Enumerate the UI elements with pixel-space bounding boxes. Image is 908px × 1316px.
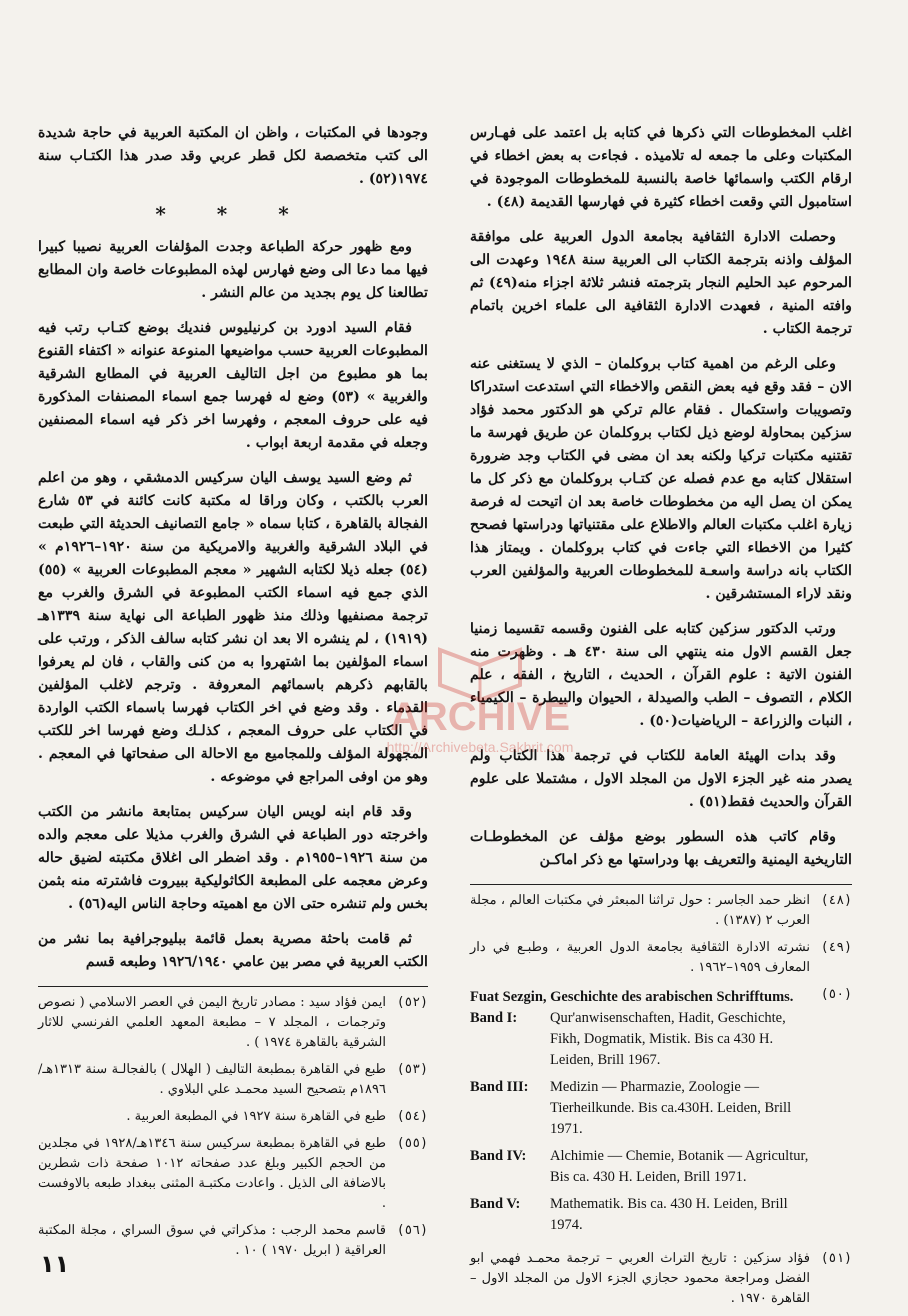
- footnote-divider: [38, 986, 428, 987]
- footnote: [38, 993, 428, 1053]
- footnote-text: انظر حمد الجاسر : حول تراثنا المبعثر في مكتبات العالم ، مجلة العرب ٢ (١٣٨٧) .: [470, 893, 810, 928]
- watermark-url: http://Archivebeta.Sakhrit.com: [386, 739, 574, 755]
- band-entry: [470, 1146, 810, 1188]
- footnote: [470, 1249, 852, 1309]
- footnote: [38, 1134, 428, 1214]
- footnote-number: (٥٠): [820, 987, 852, 1002]
- paragraph: ورتب الدكتور سزكين كتابه على الفنون وقسمه تقسيما زمنيا جعل القسم الاول منه ينتهي الى سنة ٤٣٠ هـ . وظهرت منه الفنون الاتية : علوم القرآن ، الحديث ، التاريخ ، الفقه ، علم الكلام ، التصوف – الطب والصيدلة ، الحيوان والبيطرة – الكيمياء ، النبات والزراعة – الرياضيات(٥٠) .: [470, 621, 852, 729]
- paragraph: ثم قامت باحثة مصرية بعمل قائمة ببليوجرافية بما نشر من الكتب العربية في مصر بين عامي ١٩٢٦/١٩٤٠ وطبعه قسم: [38, 931, 428, 970]
- footnote-text: ايمن فؤاد سيد : مصادر تاريخ اليمن في العصر الاسلامي ( نصوص وترجمات ، المجلد ٧ – مطبعة المعهد العلمي الفرنسي للاثار الشرقية بالقاهرة ١٩٧٤ ) .: [38, 995, 386, 1050]
- footnote-number: (٤٩): [820, 940, 852, 955]
- paragraph: اغلب المخطوطات التي ذكرها في كتابه بل اعتمد على فهـارس المكتبات وعلى ما جمعه له تلاميذه . فجاءت به بعض اخطاء في ارقام الكتب واسمائها خاصة بالنسبة للمخطوطات الموجودة في استامبول التي وقعت اخطاء كثيرة في فهارسها القديمة (٤٨) .: [470, 125, 852, 210]
- footnote-text: فؤاد سزكين : تاريخ التراث العربي – ترجمة محمـد فهمي ابو الفضل ومراجعة محمود حجازي الجزء الاول من المجلد الاول – القاهرة ١٩٧٠ .: [470, 1251, 810, 1306]
- footnote: [470, 891, 852, 931]
- band-label: Band IV:: [470, 1148, 527, 1164]
- footnote: [470, 938, 852, 978]
- paragraph: وقد بدات الهيئة العامة للكتاب في ترجمة هذا الكتاب ولم يصدر منه غير الجزء الاول من المجلد الاول ، مشتملا على علوم القرآن والحديث فقط(٥١) .: [470, 748, 852, 810]
- footnote-number: (٥٥): [396, 1136, 428, 1151]
- band-text: Mathematik. Bis ca. 430 H. Leiden, Brill 1974.: [550, 1196, 788, 1233]
- paragraph: ومع ظهور حركة الطباعة وجدت المؤلفات العربية نصيبا كبيرا فيها مما دعا الى وضع فهارس لهذه المطبوعات خاصة وان المطابع تطالعنا كل يوم بجديد من عالم النشر .: [38, 239, 428, 301]
- footnote-divider: [470, 884, 852, 885]
- band-label: Band III:: [470, 1079, 529, 1095]
- watermark-title: ARCHIVE: [389, 695, 571, 739]
- footnote-text: نشرته الادارة الثقافية بجامعة الدول العربية ، وطبـع في دار المعارف ١٩٥٩–١٩٦٢ .: [470, 940, 810, 975]
- footnote-text: قاسم محمد الرجب : مذكراتي في سوق السراي ، مجلة المكتبة العراقية ( ابريل ١٩٧٠ ) ١٠ .: [38, 1223, 386, 1258]
- paragraph: وقد قام ابنه لويس اليان سركيس بمتابعة مانشر من الكتب واخرجته دور الطباعة في الشرق والغرب مذيلا على معجم والده من سنة ١٩٢٦–١٩٥٥م . وقد اضطر الى اغلاق مكتبته لضيق حاله وعرض معجمه على المطبعة الكاثوليكية ببيروت فاشترته منه بثمن بخس ولم تنشره حتى الان مع اهميته وحاجة الناس اليه(٥٦) .: [38, 804, 429, 912]
- footnote-text: طبع في القاهرة سنة ١٩٢٧ في المطبعة العربية .: [126, 1109, 386, 1124]
- band-entry: [470, 1194, 810, 1236]
- footnote-number: (٥٤): [396, 1109, 428, 1124]
- footnote-number: (٥٢): [396, 995, 428, 1010]
- paragraph: وجودها في المكتبات ، واظن ان المكتبة العربية في حاجة شديدة الى كتب متخصصة لكل قطر عربي وقد صدر هذا الكتـاب سنة ١٩٧٤(٥٢) .: [38, 125, 428, 187]
- latin-ref-head: Fuat Sezgin, Geschichte des arabischen Schrifftums.: [470, 989, 794, 1005]
- footnote-latin-reference: [470, 985, 810, 1242]
- band-label: Band V:: [470, 1196, 521, 1212]
- left-column: [38, 122, 428, 1268]
- footnote-text: طبع في القاهرة بمطبعة التاليف ( الهلال ) بالفجالـة سنة ١٣١٣هـ/١٨٩٦م بتصحيح السيد محمـد علي البلاوي .: [38, 1062, 386, 1097]
- footnote: [38, 1107, 428, 1127]
- footnote: [38, 1221, 428, 1261]
- band-label: Band I:: [470, 1010, 518, 1026]
- page-number: ١١: [40, 1250, 70, 1278]
- paragraph: فقام السيد ادورد بن كرنيليوس فنديك بوضع كتـاب رتب فيه المطبوعات العربية حسب مواضيعها المنوعة عنوانه « اكتفاء القنوع بما هو مطبوع من اجل التاليف العربية في المطابع الشرقية والغربية » (٥٣) وضع له فهرسا جمع اسماء المصنفات المذكورة فيه على حروف المعجم ، وفهرسا اخر ذكر فيه اسماء المصنفين وجعله في مقدمة اربعة ابواب .: [38, 320, 428, 451]
- section-separator-stars: * * *: [155, 202, 311, 226]
- right-column: [470, 122, 852, 1316]
- band-entry: [470, 1008, 810, 1071]
- band-text: Medizin — Pharmazie, Zoologie — Tierheilkunde. Bis ca.430H. Leiden, Brill 1971.: [550, 1079, 792, 1137]
- footnote-number: (٥٣): [396, 1062, 428, 1077]
- footnote: [470, 985, 852, 1242]
- band-entry: [470, 1077, 810, 1140]
- paragraph: وقام كاتب هذه السطور بوضع مؤلف عن المخطوطـات التاريخية اليمنية والتعريف بها ودراستها مع ذكر اماكـن: [470, 829, 852, 868]
- footnote-number: (٤٨): [820, 893, 852, 908]
- footnote-number: (٥٦): [396, 1223, 428, 1238]
- paragraph: وحصلت الادارة الثقافية بجامعة الدول العربية على موافقة المؤلف واذنه بترجمة الكتاب الى العربية سنة ١٩٤٨ وعهدت الى المرحوم عبد الحليم النجار بترجمته فنشر ثلاثة اجزاء منه(٤٩) ثم وافته المنية ، فعهدت الادارة الثقافية الى علماء اخرين باتمام ترجمة الكتاب .: [470, 229, 852, 337]
- band-text: Alchimie — Chemie, Botanik — Agricultur, Bis ca. 430 H. Leiden, Brill 1971.: [550, 1148, 809, 1185]
- footnote: [38, 1060, 428, 1100]
- paragraph: وعلى الرغم من اهمية كتاب بروكلمان – الذي لا يستغنى عنه الان – فقد وقع فيه بعض النقص والاخطاء التي استدعت استدراكا وتصويبات واستكمال . فقام عالم تركي هو الدكتور محمد فؤاد سزكين بمحاولة لوضع ذيل لكتاب بروكلمان عن طريق فهرسة ما تقتنيه مكتبات تركيا ولكنه بعد ان مضى في الكتاب وجد ضرورة استقلال كتابه مع عدم فصله عن كتـاب بروكلمان مع ذكر كل ما يمكن ان يصل اليه من مخطوطات خاصة بعد ان اتيحت له فرصة زيارة اغلب مكتبات العالم والاطلاع على مقتنياتها ودراستها فصحح كثيرا من الاخطاء التي جاءت في كتاب بروكلمان . ويمتاز هذا الكتاب بانه دراسة واسعـة للمخطوطات العربية والمؤلفين العرب ونقد لاراء المستشرقين .: [470, 356, 853, 602]
- band-text: Qur'anwisenschaften, Hadit, Geschichte, Fikh, Dogmatik, Mistik. Bis ca 430 H. Leiden, Brill 1967.: [550, 1010, 786, 1068]
- paragraph: ثم وضع السيد يوسف اليان سركيس الدمشقي ، وهو من اعلم العرب بالكتب ، وكان وراقا له مكتبة كانت كائنة في ٥٣ شارع الفجالة بالقاهرة ، كتابا سماه « جامع التصانيف الحديثة التي طبعت في البلاد الشرقية والغربية والامريكية من سنة ١٩٢٠–١٩٢٦م » (٥٤) جعله ذيلا لكتابه الشهير « معجم المطبوعات العربية » (٥٥) الذي جمع فيه اسماء الكتب المطبوعة في الشرق والغرب مع ترجمة مصنفيها وذلك منذ ظهور الطباعة الى نهاية سنة ١٣٣٩هـ (١٩١٩) ، لم ينشره الا بعد ان نشر كتابه سالف الذكر ، ورتب على اسماء المؤلفين بما اشتهروا به من كنى والقاب ، فان لم يعرفوا بالقابهم ذكرهم باسمائهم المعروفة . وترجم لاغلب المؤلفين القدماء . وقد وضع في اخر الكتاب فهرسا باسماء الكتب الواردة في الكتاب على حروف المعجم ، كذلـك وضع فهرسا اخر للكتب المجهولة المؤلف وللمجاميع مع الاحالة الى صفحاتها في المعجم . وهو من اوفى المراجع في موضوعه .: [38, 470, 429, 785]
- footnote-number: (٥١): [820, 1251, 852, 1266]
- footnote-text: طبع في القاهرة بمطبعة سركيس سنة ١٣٤٦هـ/١٩٢٨ في مجلدين من الحجم الكبير وبلغ عدد صفحاته ١٠١٢ صفحة ذات شطرين بالاضافة الى الذيل . واعادت مكتبـة المثنى ببغداد طبعه بالاوفست .: [38, 1136, 387, 1211]
